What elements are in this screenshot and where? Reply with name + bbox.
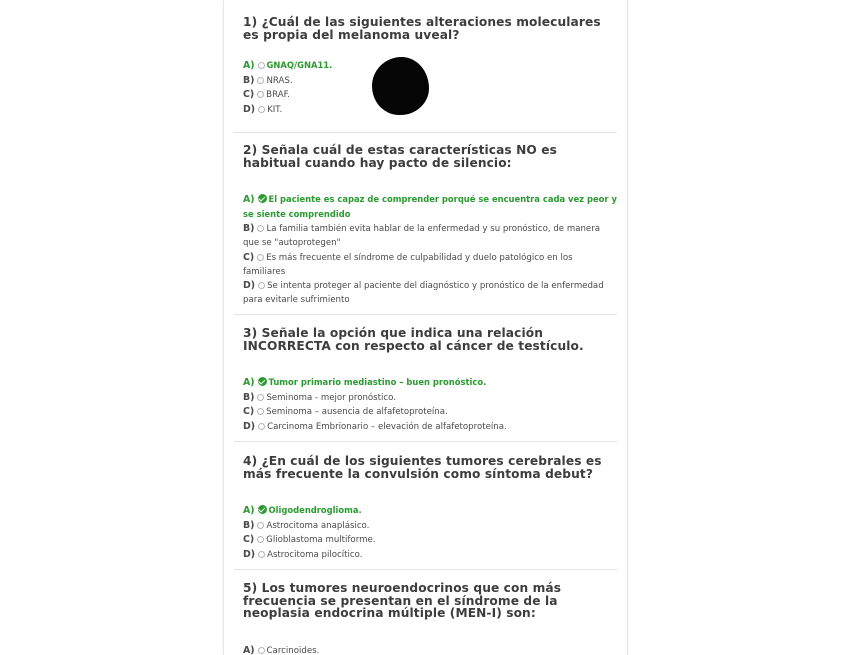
option-letter: A) [243, 60, 255, 71]
option-text: Es más frecuente el síndrome de culpabilidad y duelo patológico en los familiares [243, 252, 573, 277]
radio-icon[interactable] [257, 536, 264, 543]
option-letter: C) [243, 406, 255, 418]
option-letter: D) [243, 280, 256, 292]
radio-icon[interactable] [258, 551, 265, 558]
option-text: Glioblastoma multiforme. [266, 535, 376, 546]
radio-icon[interactable] [257, 394, 264, 401]
radio-icon[interactable] [257, 254, 264, 261]
option-text: Tumor primario mediastino – buen pronóstico. [268, 377, 487, 387]
option-letter: A) [243, 505, 255, 516]
option-c[interactable] [243, 251, 617, 279]
option-letter: C) [243, 89, 255, 101]
radio-icon[interactable] [258, 62, 265, 69]
option-text: GNAQ/GNA11. [266, 60, 333, 70]
radio-icon[interactable] [258, 423, 265, 430]
option-text: KIT. [267, 105, 283, 116]
option-text: Astrocitoma anaplásico. [266, 520, 370, 531]
option-text: El paciente es capaz de comprender porqué se encuentra cada vez peor y se siente comprendido [243, 194, 617, 219]
option-text: BRAF. [266, 90, 290, 101]
question-title: 5) Los tumores neuroendocrinos que con más frecuencia se presentan en el síndrome de la neoplasia endocrina múltiple (MEN-I) son: [243, 581, 562, 620]
radio-icon[interactable] [257, 522, 264, 529]
radio-icon[interactable] [258, 106, 265, 113]
option-a[interactable] [243, 504, 617, 519]
radio-icon[interactable] [257, 77, 264, 84]
options-list [243, 59, 617, 118]
question-2 [234, 144, 617, 315]
radio-icon[interactable] [258, 647, 265, 654]
options-list [243, 644, 617, 655]
option-c[interactable] [243, 405, 617, 420]
option-letter: A) [243, 644, 255, 655]
option-b[interactable] [243, 222, 617, 250]
options-list [243, 504, 617, 563]
question-5 [234, 582, 617, 655]
option-a[interactable] [243, 193, 617, 222]
option-text: Carcinoma Embrionario – elevación de alfafetoproteína. [267, 422, 507, 433]
option-text: Oligodendroglioma. [268, 505, 362, 515]
option-letter: A) [243, 194, 255, 205]
check-circle-icon [258, 505, 267, 514]
option-c[interactable] [243, 533, 617, 548]
option-text: La familia también evita hablar de la enfermedad y su pronóstico, de manera que se "autoprotegen" [243, 224, 600, 249]
option-letter: B) [243, 391, 255, 403]
question-3 [234, 327, 617, 442]
options-list [243, 193, 617, 308]
option-text: Astrocitoma pilocítico. [267, 550, 363, 561]
option-letter: B) [243, 519, 255, 531]
option-text: NRAS. [266, 75, 293, 86]
option-letter: C) [243, 251, 255, 263]
option-c[interactable] [243, 88, 617, 103]
question-title: 1) ¿Cuál de las siguientes alteraciones moleculares es propia del melanoma uveal? [243, 15, 601, 42]
option-a[interactable] [243, 376, 617, 391]
check-circle-icon [258, 194, 267, 203]
option-letter: D) [243, 549, 256, 561]
check-circle-icon [258, 377, 267, 386]
option-b[interactable] [243, 74, 617, 89]
options-list [243, 376, 617, 435]
radio-icon[interactable] [257, 408, 264, 415]
option-a[interactable] [243, 644, 617, 655]
option-b[interactable] [243, 391, 617, 406]
option-a[interactable] [243, 59, 617, 74]
radio-icon[interactable] [257, 225, 264, 232]
option-d[interactable] [243, 548, 617, 563]
option-letter: D) [243, 421, 256, 433]
radio-icon[interactable] [257, 91, 264, 98]
option-b[interactable] [243, 519, 617, 534]
option-letter: C) [243, 534, 255, 546]
option-letter: B) [243, 74, 255, 86]
option-text: Se intenta proteger al paciente del diagnóstico y pronóstico de la enfermedad para evitarle sufrimiento [243, 281, 604, 305]
option-text: Carcinoides. [266, 645, 320, 655]
redaction-blot [372, 57, 429, 115]
option-text: Seminoma - mejor pronóstico. [266, 392, 396, 403]
option-d[interactable] [243, 279, 617, 307]
question-title: 3) Señale la opción que indica una relación INCORRECTA con respecto al cáncer de testículo. [243, 326, 584, 353]
question-4 [234, 455, 617, 570]
option-letter: B) [243, 223, 255, 235]
option-letter: D) [243, 104, 256, 116]
question-title: 2) Señala cuál de estas características NO es habitual cuando hay pacto de silencio: [243, 143, 557, 170]
option-letter: A) [243, 377, 255, 388]
option-d[interactable] [243, 103, 617, 118]
question-title: 4) ¿En cuál de los siguientes tumores cerebrales es más frecuente la convulsión como síntoma debut? [243, 454, 602, 481]
option-text: Seminoma – ausencia de alfafetoproteína. [266, 407, 448, 418]
radio-icon[interactable] [258, 282, 265, 289]
option-d[interactable] [243, 420, 617, 435]
